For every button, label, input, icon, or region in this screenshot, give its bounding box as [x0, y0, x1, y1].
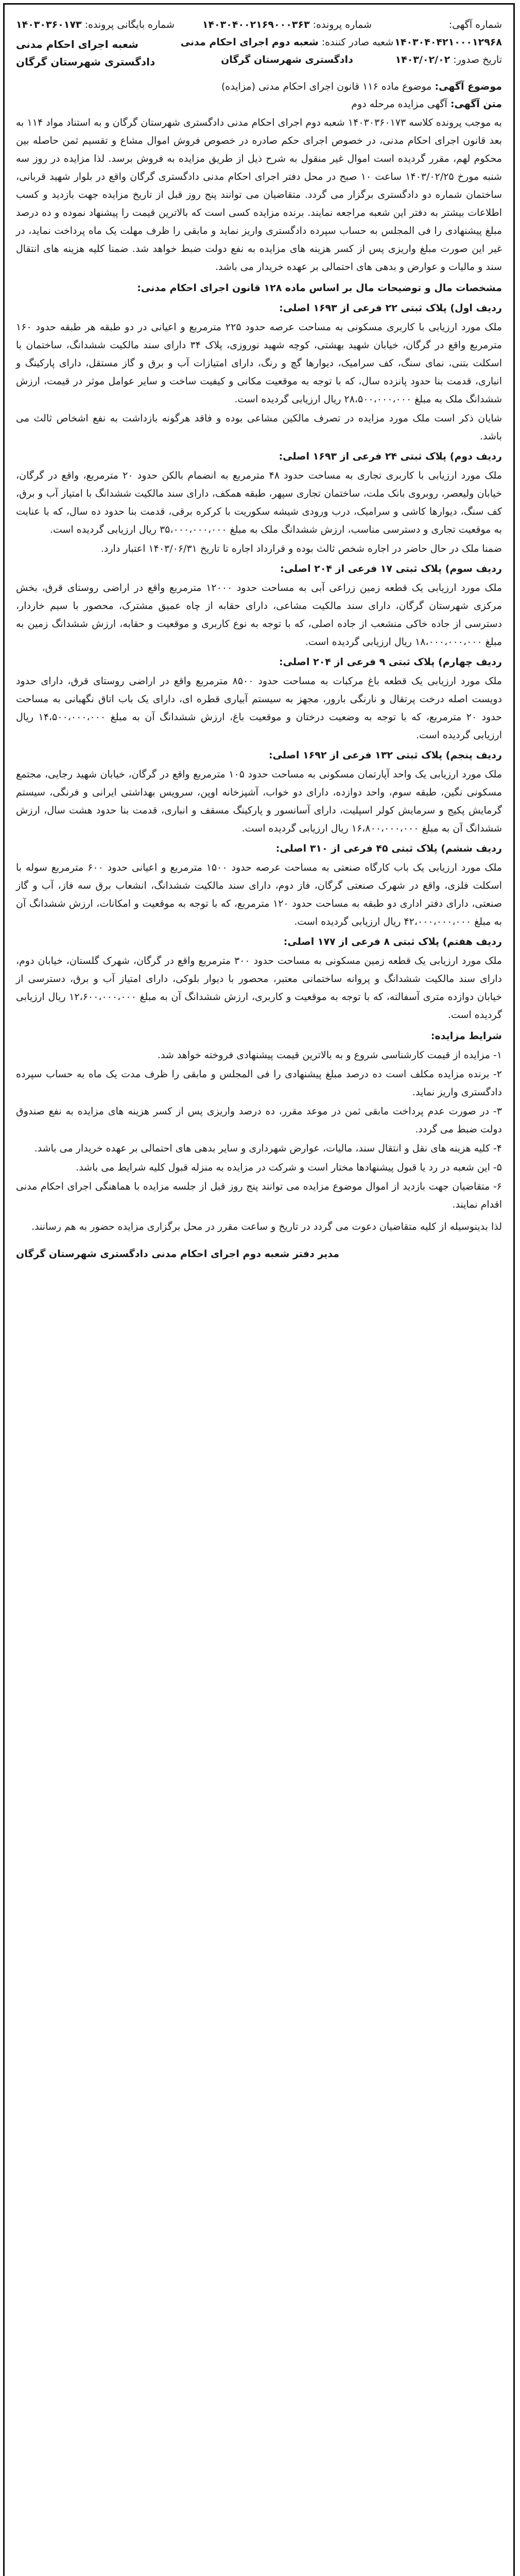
intro-paragraph: به موجب پرونده کلاسه ۱۴۰۳۰۳۶۰۱۷۳ شعبه دوم اجرای احکام مدنی دادگستری شهرستان گرگان و به استناد مواد ۱۱۴ به بعد قانون اجرای احکام مدنی، در خصوص اجرای حکم صادره در خصوص فروش اموال مشاع و تقسیم ثمن حاصله بین محکوم لهم، مقرر گردیده است اموال غیر منقول به شرح ذیل از طریق مزایده به فروش برسد. لذا مزایده در روز سه شنبه مورخ ۱۴۰۳/۰۲/۲۵ ساعت ۱۰ صبح در محل دفتر اجرای احکام مدنی دادگستری گرگان واقع در بلوار شهید قربانی، ساختمان شماره دو دادگستری برگزار می گردد. متقاضیان می توانند پنج روز قبل از تاریخ مزایده جهت بازدید و کسب اطلاعات بیشتر به دفتر این شعبه مراجعه نمایند. برنده مزایده کسی است که بالاترین قیمت را پیشنهاد نموده و ده درصد مبلغ پیشنهادی را فی المجلس به حساب سپرده دادگستری واریز نماید و مابقی را ظرف مهلت یک ماه پرداخت نماید، در غیر این صورت مبلغ واریزی پس از کسر هزینه های مزایده به نفع دولت ضبط خواهد شد. ضمنا کلیه هزینه های انتقال سند و مالیات و عوارض و بدهی های احتمالی بر عهده خریدار می باشد. — [16, 117, 502, 273]
property-item — [16, 840, 502, 931]
property-item-title: ردیف پنجم) پلاک ثبتی ۱۳۲ فرعی از ۱۶۹۲ اصلی: — [269, 750, 502, 761]
condition-item: ۳- در صورت عدم پرداخت مابقی ثمن در موعد مقرر، ده درصد واریزی پس از کسر هزینه های مزایده به نفع صندوق دولت ضبط می گردد. — [16, 1106, 502, 1135]
sender-label: شعبه صادر کننده: — [321, 37, 394, 48]
property-item — [16, 448, 502, 558]
property-item — [16, 933, 502, 1024]
property-item-title: ردیف اول) پلاک ثبتی ۲۲ فرعی از ۱۶۹۳ اصلی: — [279, 302, 502, 314]
condition-item: ۲- برنده مزایده مکلف است ده درصد مبلغ پیشنهادی را فی المجلس و مابقی را ظرف مدت یک ماه به حساب سپرده دادگستری واریز نماید. — [16, 1069, 502, 1098]
archive-number: ۱۴۰۳۰۳۶۰۱۷۳ — [16, 19, 82, 30]
sender-row — [180, 33, 395, 69]
property-item-paragraph: ضمنا ملک در حال حاضر در اجاره شخص ثالث بوده و قرارداد اجاره تا تاریخ ۱۴۰۳/۰۶/۳۱ اعتبار دارد. — [100, 543, 502, 554]
signature-block — [16, 1245, 502, 1263]
property-items-list — [16, 299, 502, 1024]
subject-block — [16, 78, 502, 113]
subject-row — [16, 78, 502, 95]
property-item-paragraph: ملک مورد ارزیابی یک قطعه باغ مرکبات به مساحت حدود ۸۵۰۰ مترمربع واقع در اراضی روستای قرق، دارای حدود دویست اصله درخت پرتقال و نارنگی بارور، مجهز به سیستم آبیاری قطره ای، دارای یک باب اتاق نگهبانی به مساحت حدود ۲۰ مترمربع، که با توجه به وضعیت درختان و موقعیت باغ، ارزش ششدانگ آن به مبلغ ۱۴،۵۰۰،۰۰۰،۰۰۰ ریال ارزیابی گردیده است. — [16, 675, 502, 741]
conditions-heading: شرایط مزایده: — [430, 1030, 502, 1042]
file-number-row — [202, 16, 372, 33]
property-item-paragraph: ملک مورد ارزیابی یک باب کارگاه صنعتی به مساحت عرصه حدود ۱۵۰۰ مترمربع و اعیانی حدود ۶۰۰ مترمربع سوله با اسکلت فلزی، واقع در شهرک صنعتی گرگان، فاز دوم، دارای سند مالکیت ششدانگ، انشعاب برق سه فاز، آب و گاز صنعتی، دارای دفتر اداری دو طبقه به مساحت حدود ۱۲۰ مترمربع، که با توجه به موقعیت و امکانات، ارزش ششدانگ آن به مبلغ ۴۲،۰۰۰،۰۰۰،۰۰۰ ریال ارزیابی گردیده است. — [16, 862, 502, 927]
archive-number-label: شماره بایگانی پرونده: — [84, 19, 175, 30]
condition-item: ۱- مزایده از قیمت کارشناسی شروع و به بالاترین قیمت پیشنهادی فروخته خواهد شد. — [157, 1049, 502, 1061]
property-item — [16, 747, 502, 838]
property-item-paragraph: ملک مورد ارزیابی یک قطعه زمین زراعی آبی به مساحت حدود ۱۲۰۰۰ مترمربع واقع در اراضی روستای قرق، بخش مرکزی شهرستان گرگان، دارای سند مالکیت مشاعی، دارای حقابه از چاه عمیق مشترک، محصور با سیم خاردار، دسترسی از جاده خاکی منشعب از جاده اصلی، که با توجه به نوع کاربری و موقعیت و حقابه، ارزش ششدانگ زمین به مبلغ ۱۸،۰۰۰،۰۰۰،۰۰۰ ریال ارزیابی گردیده است. — [16, 582, 502, 648]
conditions-list — [16, 1046, 502, 1214]
sender-office: شعبه دوم اجرای احکام مدنی دادگستری شهرستان گرگان — [180, 37, 353, 65]
property-item-title: ردیف سوم) پلاک ثبتی ۱۷ فرعی از ۲۰۴ اصلی: — [280, 563, 502, 574]
property-heading: مشخصات مال و توضیحات مال بر اساس ماده ۱۲۸ قانون اجرای احکام مدنی: — [137, 282, 502, 294]
office-name: شعبه اجرای احکام مدنی دادگستری شهرستان گرگان — [16, 38, 155, 68]
closing-paragraph: لذا بدینوسیله از کلیه متقاضیان دعوت می گردد در تاریخ و ساعت مقرر در محل برگزاری مزایده حضور به هم رسانند. — [31, 1221, 502, 1232]
property-item-title: ردیف دوم) پلاک ثبتی ۲۴ فرعی از ۱۶۹۳ اصلی: — [279, 451, 502, 462]
header-right-column — [394, 16, 502, 69]
property-item-title: ردیف هفتم) پلاک ثبتی ۸ فرعی از ۱۷۷ اصلی: — [283, 936, 502, 947]
file-number: ۱۴۰۳۰۴۰۰۲۱۶۹۰۰۰۳۶۳ — [202, 19, 310, 30]
doc-number-row — [394, 16, 502, 51]
property-item-paragraph: ملک مورد ارزیابی با کاربری مسکونی به مساحت عرصه حدود ۲۲۵ مترمربع و اعیانی در دو طبقه هر طبقه حدود ۱۶۰ مترمربع واقع در گرگان، خیابان شهید بهشتی، کوچه شهید نوروزی، پلاک ۳۴ دارای سند مالکیت ششدانگ، ساختمان با اسکلت بتنی، نمای سنگ، کف سرامیک، دیوارها گچ و رنگ، دارای امتیازات آب و برق و گاز مستقل، دارای پارکینگ و انباری، قدمت بنا حدود پانزده سال، که با توجه به موقعیت مکانی و کیفیت ساخت و سایر عوامل موثر در قیمت، ارزش ششدانگ ملک به مبلغ ۲۸،۵۰۰،۰۰۰،۰۰۰ ریال ارزیابی گردیده است. — [16, 321, 502, 405]
date-row — [394, 51, 502, 69]
notice-text-row — [16, 95, 502, 113]
property-item-paragraph: ملک مورد ارزیابی با کاربری تجاری به مساحت حدود ۴۸ مترمربع به انضمام بالکن حدود ۲۰ مترمربع، واقع در گرگان، خیابان ولیعصر، روبروی بانک ملت، ساختمان تجاری سپهر، طبقه همکف، دارای سند مالکیت ششدانگ با امتیاز آب و برق، کف سنگ، دیوارها کاشی و سرامیک، درب ورودی شیشه سکوریت با کرکره برقی، قدمت بنا حدود ده سال، که با عنایت به موقعیت تجاری و دسترسی مناسب، ارزش ششدانگ ملک به مبلغ ۳۵،۰۰۰،۰۰۰،۰۰۰ ریال ارزیابی گردیده است. — [16, 470, 502, 535]
date-label: تاریخ صدور: — [453, 54, 502, 65]
subject-text: موضوع ماده ۱۱۶ قانون اجرای احکام مدنی (مزایده) — [221, 81, 432, 92]
doc-number-label: شماره آگهی: — [448, 19, 502, 30]
property-item-paragraph: ملک مورد ارزیابی یک قطعه زمین مسکونی به مساحت حدود ۳۰۰ مترمربع واقع در گرگان، شهرک گلستان، خیابان دوم، دارای سند مالکیت ششدانگ و پروانه ساختمانی معتبر، محصور با دیوار بلوکی، دارای امتیاز آب و برق، دسترسی از خیابان دوازده متری آسفالته، که با توجه به موقعیت و کاربری، ارزش ششدانگ آن به مبلغ ۱۲،۶۰۰،۰۰۰،۰۰۰ ریال ارزیابی گردیده است. — [16, 955, 502, 1021]
property-item — [16, 560, 502, 651]
issue-date: ۱۴۰۳/۰۲/۰۲ — [395, 54, 450, 65]
notice-header — [16, 16, 502, 71]
notice-text-label: متن آگهی: — [450, 98, 502, 110]
property-item-title: ردیف ششم) پلاک ثبتی ۴۵ فرعی از ۳۱۰ اصلی: — [275, 843, 502, 854]
file-number-label: شماره پرونده: — [313, 19, 372, 30]
subject-label: موضوع آگهی: — [435, 81, 502, 92]
property-item-paragraph: شایان ذکر است ملک مورد مزایده در تصرف مالکین مشاعی بوده و فاقد هرگونه بازداشت به نفع اشخاص ثالث می باشد. — [16, 413, 502, 442]
condition-item: ۵- این شعبه در رد یا قبول پیشنهادها مختار است و شرکت در مزایده به منزله قبول کلیه شرایط می باشد. — [76, 1162, 502, 1173]
signature-role: مدیر دفتر شعبه دوم اجرای احکام مدنی دادگستری شهرستان گرگان — [16, 1248, 340, 1260]
archive-number-row — [16, 16, 175, 33]
notice-document — [3, 3, 515, 2576]
header-left-column — [16, 16, 180, 71]
property-item-title: ردیف چهارم) پلاک ثبتی ۹ فرعی از ۲۰۴ اصلی: — [279, 656, 502, 668]
property-item — [16, 299, 502, 446]
condition-item: ۴- کلیه هزینه های نقل و انتقال سند، مالیات، عوارض شهرداری و سایر بدهی های احتمالی بر عهده خریدار می باشد. — [34, 1143, 502, 1154]
condition-item: ۶- متقاضیان جهت بازدید از اموال موضوع مزایده می توانند پنج روز قبل از جلسه مزایده با هماهنگی اجرای احکام مدنی اقدام نمایند. — [16, 1181, 502, 1210]
doc-number: ۱۴۰۳۰۴۰۴۲۱۰۰۰۱۲۹۶۸ — [394, 37, 502, 48]
notice-text-value: آگهی مزایده مرحله دوم — [351, 98, 447, 110]
header-center-column — [180, 16, 395, 69]
property-item — [16, 653, 502, 744]
property-item-paragraph: ملک مورد ارزیابی یک واحد آپارتمان مسکونی به مساحت حدود ۱۰۵ مترمربع واقع در گرگان، خیابان شهید رجایی، مجتمع مسکونی نگین، طبقه سوم، واحد دوازده، دارای دو خواب، آشپزخانه اوپن، سرویس بهداشتی ایرانی و فرنگی، سیستم گرمایش پکیج و سرمایش کولر اسپلیت، دارای آسانسور و پارکینگ مسقف و انباری، قدمت بنا حدود هشت سال، ارزش ششدانگ آن به مبلغ ۱۶،۸۰۰،۰۰۰،۰۰۰ ریال ارزیابی گردیده است. — [16, 769, 502, 834]
